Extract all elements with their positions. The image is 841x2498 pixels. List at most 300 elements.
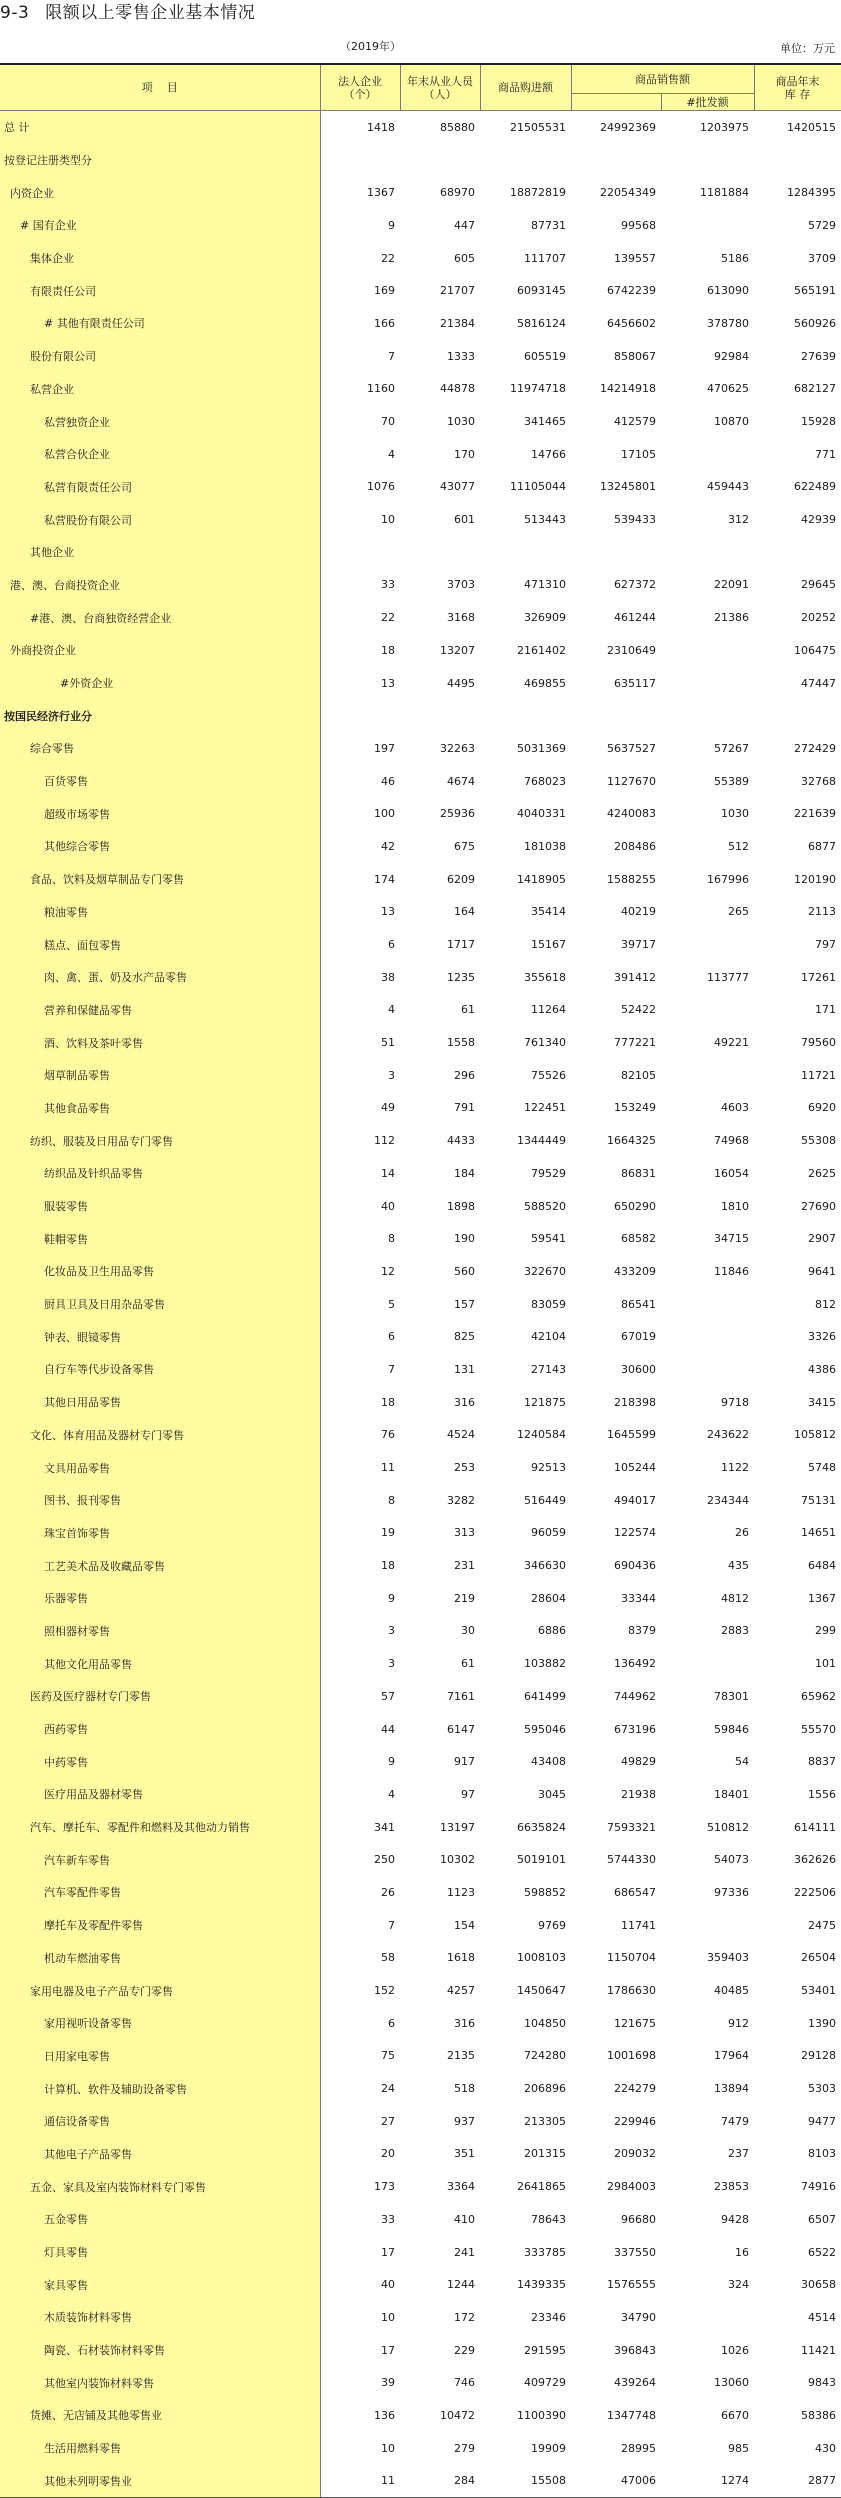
table-row (0, 2007, 841, 2040)
cell-purchases: 27143 (531, 1362, 566, 1376)
cell-wholesale: 1203975 (700, 120, 749, 134)
cell-inventory: 2113 (808, 905, 836, 919)
cell-sales: 139557 (614, 251, 656, 265)
cell-inventory: 65962 (801, 1689, 836, 1703)
cell-employees: 10472 (440, 2408, 475, 2422)
table-row (0, 111, 841, 144)
cell-inventory: 5748 (808, 1461, 836, 1475)
table-row (0, 536, 841, 569)
cell-inventory: 5303 (808, 2082, 836, 2096)
cell-wholesale: 9718 (721, 1395, 749, 1409)
table-row (0, 1647, 841, 1680)
row-label: 其他企业 (0, 536, 320, 569)
row-label: 纺织品及针织品零售 (0, 1157, 320, 1190)
row-label: 珠宝首饰零售 (0, 1517, 320, 1550)
cell-inventory: 11721 (801, 1068, 836, 1082)
cell-entities: 40 (381, 2278, 395, 2292)
cell-entities: 33 (381, 578, 395, 592)
cell-sales: 4240083 (607, 807, 656, 821)
cell-sales: 686547 (614, 1885, 656, 1899)
cell-sales (571, 144, 661, 177)
cell-sales: 433209 (614, 1264, 656, 1278)
row-label: 其他综合零售 (0, 830, 320, 863)
cell-entities: 8 (388, 1232, 395, 1246)
cell-wholesale: 312 (728, 513, 749, 527)
cell-inventory: 622489 (794, 480, 836, 494)
cell-entities: 174 (374, 872, 395, 886)
cell-inventory: 105812 (794, 1428, 836, 1442)
table-row (0, 1713, 841, 1746)
cell-inventory: 2625 (808, 1166, 836, 1180)
cell-sales: 121675 (614, 2016, 656, 2030)
row-label: 生活用燃料零售 (0, 2432, 320, 2465)
cell-wholesale: 21386 (714, 611, 749, 625)
cell-wholesale: 18401 (714, 1787, 749, 1801)
cell-inventory: 272429 (794, 741, 836, 755)
cell-inventory: 565191 (794, 284, 836, 298)
cell-sales: 22054349 (600, 186, 656, 200)
cell-employees: 3364 (447, 2180, 475, 2194)
table-row (0, 699, 841, 732)
cell-sales: 52422 (621, 1003, 656, 1017)
cell-wholesale: 985 (728, 2441, 749, 2455)
cell-entities: 7 (388, 1362, 395, 1376)
cell-sales: 650290 (614, 1199, 656, 1213)
cell-entities: 100 (374, 807, 395, 821)
table-row (0, 928, 841, 961)
cell-employees: 351 (454, 2147, 475, 2161)
cell-purchases: 322670 (524, 1264, 566, 1278)
cell-sales: 396843 (614, 2343, 656, 2357)
cell-purchases: 346630 (524, 1559, 566, 1573)
cell-employees: 3168 (447, 611, 475, 625)
table-row (0, 569, 841, 602)
cell-wholesale: 265 (728, 905, 749, 919)
cell-wholesale: 324 (728, 2278, 749, 2292)
cell-purchases: 59541 (531, 1232, 566, 1246)
row-label: # 其他有限责任公司 (0, 307, 320, 340)
table-row (0, 863, 841, 896)
cell-wholesale: 113777 (707, 970, 749, 984)
cell-employees: 61 (461, 1003, 475, 1017)
cell-employees: 410 (454, 2212, 475, 2226)
table-row (0, 274, 841, 307)
cell-sales: 1576555 (607, 2278, 656, 2292)
row-label: 私营股份有限公司 (0, 503, 320, 536)
cell-wholesale: 1122 (721, 1461, 749, 1475)
cell-purchases: 724280 (524, 2049, 566, 2063)
cell-wholesale (661, 994, 754, 1027)
cell-inventory: 1556 (808, 1787, 836, 1801)
cell-entities: 38 (381, 970, 395, 984)
cell-employees: 97 (461, 1787, 475, 1801)
cell-sales: 49829 (621, 1755, 656, 1769)
table-row (0, 340, 841, 373)
table-row (0, 1451, 841, 1484)
cell-entities: 136 (374, 2408, 395, 2422)
row-label: 其他电子产品零售 (0, 2138, 320, 2171)
cell-entities: 1076 (367, 480, 395, 494)
row-label: 私营合伙企业 (0, 438, 320, 471)
cell-entities: 3 (388, 1657, 395, 1671)
cell-entities: 39 (381, 2376, 395, 2390)
cell-inventory: 362626 (794, 1853, 836, 1867)
cell-entities: 18 (381, 1395, 395, 1409)
cell-inventory: 6920 (808, 1101, 836, 1115)
cell-sales: 1127670 (607, 774, 656, 788)
cell-inventory: 1420515 (787, 120, 836, 134)
table-row (0, 1615, 841, 1648)
cell-inventory: 14651 (801, 1526, 836, 1540)
table-row (0, 1157, 841, 1190)
cell-sales: 68582 (621, 1232, 656, 1246)
cell-inventory: 8837 (808, 1755, 836, 1769)
cell-entities: 1367 (367, 186, 395, 200)
table-row (0, 1255, 841, 1288)
table-row (0, 2465, 841, 2498)
table-row (0, 1026, 841, 1059)
cell-sales: 539433 (614, 513, 656, 527)
cell-entities: 8 (388, 1493, 395, 1507)
table-row (0, 1288, 841, 1321)
row-label: 乐器零售 (0, 1582, 320, 1615)
cell-inventory: 560926 (794, 316, 836, 330)
cell-purchases: 768023 (524, 774, 566, 788)
cell-wholesale: 470625 (707, 382, 749, 396)
cell-purchases: 92513 (531, 1461, 566, 1475)
cell-purchases: 103882 (524, 1657, 566, 1671)
cell-wholesale: 4812 (721, 1591, 749, 1605)
cell-employees: 1333 (447, 349, 475, 363)
cell-sales: 24992369 (600, 120, 656, 134)
cell-entities: 173 (374, 2180, 395, 2194)
cell-inventory: 29645 (801, 578, 836, 592)
table-row (0, 2366, 841, 2399)
cell-entities: 4 (388, 1787, 395, 1801)
table-row (0, 1974, 841, 2007)
cell-purchases: 78643 (531, 2212, 566, 2226)
cell-entities: 9 (388, 1755, 395, 1769)
cell-sales: 1150704 (607, 1951, 656, 1965)
cell-sales: 673196 (614, 1722, 656, 1736)
row-label: 医疗用品及器材零售 (0, 1778, 320, 1811)
table-row (0, 2072, 841, 2105)
table-row (0, 2040, 841, 2073)
row-label: 其他未列明零售业 (0, 2465, 320, 2498)
cell-wholesale: 40485 (714, 1984, 749, 1998)
cell-sales: 337550 (614, 2245, 656, 2259)
row-label: 钟表、眼镜零售 (0, 1320, 320, 1353)
cell-entities: 341 (374, 1820, 395, 1834)
cell-purchases: 1240584 (517, 1428, 566, 1442)
cell-entities: 26 (381, 1885, 395, 1899)
row-label: 按国民经济行业分 (0, 699, 320, 732)
cell-purchases: 516449 (524, 1493, 566, 1507)
cell-inventory: 6484 (808, 1559, 836, 1573)
cell-inventory: 47447 (801, 676, 836, 690)
cell-sales: 1786630 (607, 1984, 656, 1998)
row-label: 服装零售 (0, 1190, 320, 1223)
cell-employees: 316 (454, 2016, 475, 2030)
cell-employees (400, 536, 480, 569)
cell-employees: 13197 (440, 1820, 475, 1834)
cell-wholesale (661, 1647, 754, 1680)
cell-purchases: 121875 (524, 1395, 566, 1409)
cell-inventory: 299 (815, 1624, 836, 1638)
cell-entities: 51 (381, 1036, 395, 1050)
cell-employees: 1235 (447, 970, 475, 984)
cell-entities: 197 (374, 741, 395, 755)
cell-inventory: 55570 (801, 1722, 836, 1736)
table-row (0, 1124, 841, 1157)
cell-employees: 284 (400, 2465, 480, 2498)
cell-purchases: 206896 (524, 2082, 566, 2096)
cell-employees: 605 (454, 251, 475, 265)
cell-entities: 4 (388, 447, 395, 461)
cell-purchases: 6886 (538, 1624, 566, 1638)
table-row (0, 2170, 841, 2203)
table-row (0, 1582, 841, 1615)
table-row (0, 1680, 841, 1713)
cell-employees: 4495 (447, 676, 475, 690)
cell-employees: 1558 (447, 1036, 475, 1050)
row-label: 内资企业 (0, 176, 320, 209)
cell-wholesale: 34715 (714, 1232, 749, 1246)
cell-purchases: 2161402 (517, 643, 566, 657)
table-row (0, 667, 841, 700)
cell-entities: 152 (374, 1984, 395, 1998)
cell-inventory: 2877 (754, 2465, 841, 2498)
cell-employees: 164 (454, 905, 475, 919)
cell-wholesale: 97336 (714, 1885, 749, 1899)
row-label: 文化、体育用品及器材专门零售 (0, 1419, 320, 1452)
table-row (0, 1549, 841, 1582)
cell-purchases: 588520 (524, 1199, 566, 1213)
cell-inventory: 3415 (808, 1395, 836, 1409)
cell-sales (571, 699, 661, 732)
cell-sales: 28995 (621, 2441, 656, 2455)
cell-inventory: 27690 (801, 1199, 836, 1213)
cell-wholesale: 912 (728, 2016, 749, 2030)
cell-employees: 7161 (447, 1689, 475, 1703)
header-item: 项 目 (0, 64, 320, 111)
cell-purchases (480, 144, 571, 177)
cell-employees: 21707 (440, 284, 475, 298)
cell-inventory: 2907 (808, 1232, 836, 1246)
cell-sales: 1645599 (607, 1428, 656, 1442)
cell-employees: 1717 (447, 938, 475, 952)
cell-employees: 825 (454, 1330, 475, 1344)
cell-entities: 58 (381, 1951, 395, 1965)
cell-inventory: 106475 (794, 643, 836, 657)
cell-wholesale: 22091 (714, 578, 749, 592)
header-entities: 法人企业 （个） (320, 64, 400, 111)
cell-employees: 13207 (440, 643, 475, 657)
row-label: 粮油零售 (0, 896, 320, 929)
cell-sales: 105244 (614, 1461, 656, 1475)
cell-purchases: 355618 (524, 970, 566, 984)
cell-entities: 6 (388, 1330, 395, 1344)
cell-sales: 1664325 (607, 1134, 656, 1148)
table-title: 限额以上零售企业基本情况 (45, 3, 256, 23)
table-number: 9-3 (0, 3, 30, 23)
cell-employees: 85880 (440, 120, 475, 134)
cell-entities: 17 (381, 2245, 395, 2259)
cell-employees: 3282 (447, 1493, 475, 1507)
row-label: 陶瓷、石材装饰材料零售 (0, 2334, 320, 2367)
cell-entities: 75 (381, 2049, 395, 2063)
cell-sales: 461244 (614, 611, 656, 625)
cell-entities: 10 (381, 513, 395, 527)
cell-wholesale (661, 1288, 754, 1321)
cell-entities: 250 (374, 1853, 395, 1867)
cell-inventory: 32768 (801, 774, 836, 788)
cell-entities: 7 (388, 1918, 395, 1932)
cell-wholesale: 1181884 (700, 186, 749, 200)
cell-sales: 209032 (614, 2147, 656, 2161)
cell-entities (320, 699, 400, 732)
cell-purchases: 1450647 (517, 1984, 566, 1998)
cell-employees: 746 (454, 2376, 475, 2390)
cell-wholesale: 9428 (721, 2212, 749, 2226)
cell-wholesale (661, 2301, 754, 2334)
row-label: 家用电器及电子产品专门零售 (0, 1974, 320, 2007)
row-label: 图书、报刊零售 (0, 1484, 320, 1517)
cell-sales: 208486 (614, 839, 656, 853)
cell-purchases: 19909 (531, 2441, 566, 2455)
cell-wholesale: 1026 (721, 2343, 749, 2357)
cell-inventory: 812 (815, 1297, 836, 1311)
row-label: 股份有限公司 (0, 340, 320, 373)
cell-sales: 6742239 (607, 284, 656, 298)
row-label: 其他日用品零售 (0, 1386, 320, 1419)
row-label: 摩托车及零配件零售 (0, 1909, 320, 1942)
row-label: 集体企业 (0, 242, 320, 275)
cell-sales: 82105 (621, 1068, 656, 1082)
cell-purchases (480, 536, 571, 569)
row-label: 汽车零配件零售 (0, 1876, 320, 1909)
cell-inventory: 5729 (808, 218, 836, 232)
cell-purchases: 1439335 (517, 2278, 566, 2292)
row-label: 总 计 (0, 111, 320, 144)
cell-inventory: 27639 (801, 349, 836, 363)
cell-sales: 439264 (614, 2376, 656, 2390)
row-label: # 国有企业 (0, 209, 320, 242)
cell-entities: 33 (381, 2212, 395, 2226)
table-row (0, 373, 841, 406)
cell-entities: 169 (374, 284, 395, 298)
cell-employees: 279 (454, 2441, 475, 2455)
table-row (0, 732, 841, 765)
cell-entities: 22 (381, 611, 395, 625)
cell-entities: 9 (388, 1591, 395, 1605)
cell-wholesale: 243622 (707, 1428, 749, 1442)
cell-entities: 6 (388, 938, 395, 952)
cell-purchases: 409729 (524, 2376, 566, 2390)
cell-purchases: 605519 (524, 349, 566, 363)
cell-employees: 184 (454, 1166, 475, 1180)
cell-inventory: 2475 (808, 1918, 836, 1932)
cell-inventory: 771 (815, 447, 836, 461)
cell-entities: 7 (388, 349, 395, 363)
cell-entities: 13 (381, 676, 395, 690)
cell-inventory: 58386 (801, 2408, 836, 2422)
cell-inventory: 4514 (808, 2310, 836, 2324)
cell-wholesale: 54073 (714, 1853, 749, 1867)
cell-entities: 17 (381, 2343, 395, 2357)
cell-purchases: 6635824 (517, 1820, 566, 1834)
cell-purchases: 42104 (531, 1330, 566, 1344)
cell-employees: 675 (454, 839, 475, 853)
cell-wholesale: 7479 (721, 2114, 749, 2128)
row-label: 西药零售 (0, 1713, 320, 1746)
row-label: #港、澳、台商独资经营企业 (0, 601, 320, 634)
cell-entities: 44 (381, 1722, 395, 1736)
cell-entities: 18 (381, 1559, 395, 1573)
cell-wholesale (661, 144, 754, 177)
cell-employees: 313 (454, 1526, 475, 1540)
table-row (0, 1909, 841, 1942)
cell-wholesale: 512 (728, 839, 749, 853)
cell-inventory: 222506 (794, 1885, 836, 1899)
cell-purchases (480, 699, 571, 732)
row-label: 厨具卫具及日用杂品零售 (0, 1288, 320, 1321)
table-row (0, 2432, 841, 2465)
cell-inventory: 120190 (794, 872, 836, 886)
table-row (0, 2301, 841, 2334)
header-sales: 商品销售额 (571, 64, 754, 94)
table-row (0, 1517, 841, 1550)
table-row (0, 1386, 841, 1419)
cell-employees: 2135 (447, 2049, 475, 2063)
table-row (0, 1320, 841, 1353)
cell-sales: 412579 (614, 415, 656, 429)
table-row (0, 1222, 841, 1255)
row-label: 私营独资企业 (0, 405, 320, 438)
row-label: 私营企业 (0, 373, 320, 406)
table-row (0, 1092, 841, 1125)
cell-purchases: 1344449 (517, 1134, 566, 1148)
table-row (0, 961, 841, 994)
table-row (0, 2203, 841, 2236)
year-label: （2019年） (340, 40, 401, 53)
cell-inventory: 3709 (808, 251, 836, 265)
cell-employees: 4674 (447, 774, 475, 788)
table-row (0, 1190, 841, 1223)
cell-entities: 1418 (367, 120, 395, 134)
cell-wholesale: 16 (735, 2245, 749, 2259)
cell-inventory: 55308 (801, 1134, 836, 1148)
cell-purchases: 6093145 (517, 284, 566, 298)
cell-inventory: 15928 (801, 415, 836, 429)
row-label: 其他文化用品零售 (0, 1647, 320, 1680)
cell-inventory: 1367 (808, 1591, 836, 1605)
cell-wholesale (661, 1320, 754, 1353)
cell-sales: 40219 (621, 905, 656, 919)
cell-wholesale: 4603 (721, 1101, 749, 1115)
cell-sales: 14214918 (600, 382, 656, 396)
cell-inventory: 1284395 (787, 186, 836, 200)
table-row (0, 1942, 841, 1975)
cell-entities: 10 (381, 2310, 395, 2324)
table-row (0, 209, 841, 242)
cell-wholesale (661, 634, 754, 667)
cell-employees: 4257 (447, 1984, 475, 1998)
cell-sales: 224279 (614, 2082, 656, 2096)
cell-employees: 6147 (447, 1722, 475, 1736)
table-row (0, 405, 841, 438)
cell-sales: 33344 (621, 1591, 656, 1605)
